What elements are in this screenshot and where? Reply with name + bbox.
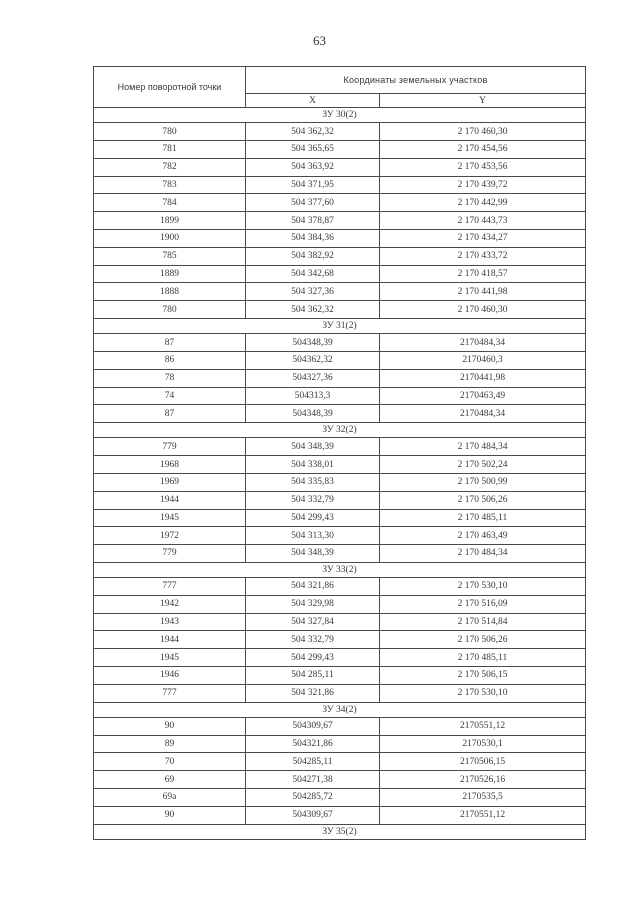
point-number-cell: 784 [94, 194, 246, 212]
point-number-cell: 1969 [94, 473, 246, 491]
section-row [94, 318, 586, 333]
y-coordinate-cell: 2 170 441,98 [380, 283, 586, 301]
x-coordinate-cell: 504 348,39 [246, 545, 380, 563]
y-coordinate-cell: 2170484,34 [380, 405, 586, 423]
x-coordinate-cell: 504 327,36 [246, 283, 380, 301]
y-coordinate-cell: 2 170 530,10 [380, 578, 586, 596]
y-coordinate-cell: 2 170 506,15 [380, 667, 586, 685]
y-coordinate-cell: 2 170 463,49 [380, 527, 586, 545]
x-coordinate-cell: 504362,32 [246, 351, 380, 369]
y-coordinate-cell: 2 170 516,09 [380, 595, 586, 613]
x-coordinate-cell: 504 363,92 [246, 158, 380, 176]
table-row [94, 369, 586, 387]
y-coordinate-cell: 2170484,34 [380, 334, 586, 352]
table-row [94, 735, 586, 753]
table-body [94, 108, 586, 840]
x-coordinate-cell: 504309,67 [246, 806, 380, 824]
y-coordinate-cell: 2170506,15 [380, 753, 586, 771]
x-coordinate-cell: 504 327,84 [246, 613, 380, 631]
y-coordinate-cell: 2 170 530,10 [380, 684, 586, 702]
x-coordinate-cell: 504 362,32 [246, 301, 380, 319]
table-row [94, 229, 586, 247]
point-number-cell: 1900 [94, 229, 246, 247]
x-coordinate-cell: 504 332,79 [246, 631, 380, 649]
point-number-cell: 777 [94, 578, 246, 596]
point-number-cell: 78 [94, 369, 246, 387]
x-coordinate-cell: 504313,3 [246, 387, 380, 405]
x-coordinate-cell: 504 299,43 [246, 649, 380, 667]
point-number-cell: 1945 [94, 509, 246, 527]
table-row [94, 595, 586, 613]
y-coordinate-cell: 2 170 460,30 [380, 123, 586, 141]
y-coordinate-cell: 2 170 460,30 [380, 301, 586, 319]
point-number-cell: 87 [94, 334, 246, 352]
point-number-cell: 69 [94, 771, 246, 789]
y-coordinate-cell: 2 170 442,99 [380, 194, 586, 212]
point-number-cell: 89 [94, 735, 246, 753]
table-row [94, 545, 586, 563]
point-number-cell: 785 [94, 247, 246, 265]
table-row [94, 717, 586, 735]
table-row [94, 405, 586, 423]
point-number-cell: 1946 [94, 667, 246, 685]
point-number-cell: 1888 [94, 283, 246, 301]
coordinates-header: Координаты земельных участков [246, 67, 586, 94]
x-coordinate-cell: 504 371,95 [246, 176, 380, 194]
table-row [94, 123, 586, 141]
point-number-cell: 779 [94, 438, 246, 456]
y-coordinate-cell: 2 170 506,26 [380, 631, 586, 649]
y-coordinate-cell: 2170526,16 [380, 771, 586, 789]
point-number-cell: 90 [94, 717, 246, 735]
point-number-cell: 90 [94, 806, 246, 824]
x-coordinate-cell: 504309,67 [246, 717, 380, 735]
y-coordinate-cell: 2 170 439,72 [380, 176, 586, 194]
section-title: ЗУ 34(2) [94, 702, 586, 717]
section-row [94, 824, 586, 839]
x-coordinate-cell: 504271,38 [246, 771, 380, 789]
table-row [94, 667, 586, 685]
table-row [94, 491, 586, 509]
point-number-cell: 87 [94, 405, 246, 423]
section-title: ЗУ 35(2) [94, 824, 586, 839]
x-coordinate-cell: 504 335,83 [246, 473, 380, 491]
x-coordinate-cell: 504348,39 [246, 334, 380, 352]
y-coordinate-cell: 2 170 433,72 [380, 247, 586, 265]
y-coordinate-cell: 2 170 485,11 [380, 649, 586, 667]
y-coordinate-cell: 2170460,3 [380, 351, 586, 369]
point-number-cell: 779 [94, 545, 246, 563]
table-row [94, 509, 586, 527]
y-coordinate-cell: 2 170 443,73 [380, 212, 586, 230]
point-number-cell: 1972 [94, 527, 246, 545]
table-row [94, 649, 586, 667]
point-number-cell: 780 [94, 123, 246, 141]
point-number-cell: 1945 [94, 649, 246, 667]
table-row [94, 247, 586, 265]
table-row [94, 684, 586, 702]
section-title: ЗУ 32(2) [94, 423, 586, 438]
table-row [94, 387, 586, 405]
y-coordinate-cell: 2 170 506,26 [380, 491, 586, 509]
x-coordinate-cell: 504285,72 [246, 789, 380, 807]
y-coordinate-cell: 2 170 500,99 [380, 473, 586, 491]
x-coordinate-cell: 504 362,32 [246, 123, 380, 141]
point-number-cell: 1889 [94, 265, 246, 283]
table-row [94, 578, 586, 596]
y-coordinate-cell: 2170535,5 [380, 789, 586, 807]
x-coordinate-cell: 504 321,86 [246, 578, 380, 596]
section-title: ЗУ 30(2) [94, 108, 586, 123]
x-coordinate-cell: 504321,86 [246, 735, 380, 753]
x-coordinate-cell: 504 382,92 [246, 247, 380, 265]
y-coordinate-cell: 2 170 485,11 [380, 509, 586, 527]
point-number-cell: 777 [94, 684, 246, 702]
section-title: ЗУ 33(2) [94, 562, 586, 577]
x-coordinate-cell: 504 299,43 [246, 509, 380, 527]
coordinates-table [93, 66, 586, 840]
table-row [94, 283, 586, 301]
x-coordinate-cell: 504 378,87 [246, 212, 380, 230]
x-coordinate-cell: 504 384,36 [246, 229, 380, 247]
table-row [94, 194, 586, 212]
y-coordinate-cell: 2 170 418,57 [380, 265, 586, 283]
point-number-cell: 74 [94, 387, 246, 405]
table-row [94, 265, 586, 283]
table-row [94, 334, 586, 352]
x-coordinate-cell: 504 313,30 [246, 527, 380, 545]
x-coordinate-cell: 504 348,39 [246, 438, 380, 456]
table-row [94, 140, 586, 158]
point-number-cell: 69а [94, 789, 246, 807]
y-coordinate-cell: 2 170 502,24 [380, 456, 586, 474]
table-row [94, 212, 586, 230]
table-row [94, 613, 586, 631]
point-number-cell: 781 [94, 140, 246, 158]
x-coordinate-cell: 504 338,01 [246, 456, 380, 474]
point-number-cell: 70 [94, 753, 246, 771]
y-coordinate-cell: 2170463,49 [380, 387, 586, 405]
x-coordinate-cell: 504348,39 [246, 405, 380, 423]
point-number-cell: 1968 [94, 456, 246, 474]
y-coordinate-cell: 2170530,1 [380, 735, 586, 753]
x-coordinate-cell: 504 285,11 [246, 667, 380, 685]
x-coordinate-cell: 504 342,68 [246, 265, 380, 283]
y-coordinate-cell: 2 170 454,56 [380, 140, 586, 158]
y-coordinate-cell: 2170551,12 [380, 717, 586, 735]
point-number-cell: 780 [94, 301, 246, 319]
x-column-header: X [246, 94, 380, 108]
table-row [94, 301, 586, 319]
y-coordinate-cell: 2 170 484,34 [380, 545, 586, 563]
x-coordinate-cell: 504 321,86 [246, 684, 380, 702]
x-coordinate-cell: 504327,36 [246, 369, 380, 387]
y-column-header: Y [380, 94, 586, 108]
table-row [94, 158, 586, 176]
table-row [94, 631, 586, 649]
table-row [94, 473, 586, 491]
section-row [94, 562, 586, 577]
page-number: 63 [313, 33, 326, 48]
x-coordinate-cell: 504 365,65 [246, 140, 380, 158]
point-number-cell: 1942 [94, 595, 246, 613]
section-row [94, 702, 586, 717]
table-row [94, 771, 586, 789]
table-row [94, 456, 586, 474]
y-coordinate-cell: 2 170 453,56 [380, 158, 586, 176]
y-coordinate-cell: 2170551,12 [380, 806, 586, 824]
point-number-cell: 782 [94, 158, 246, 176]
x-coordinate-cell: 504 377,60 [246, 194, 380, 212]
point-number-cell: 86 [94, 351, 246, 369]
y-coordinate-cell: 2170441,98 [380, 369, 586, 387]
table-row [94, 789, 586, 807]
y-coordinate-cell: 2 170 434,27 [380, 229, 586, 247]
point-number-cell: 783 [94, 176, 246, 194]
section-row [94, 423, 586, 438]
table-row [94, 527, 586, 545]
table-row [94, 176, 586, 194]
x-coordinate-cell: 504 329,98 [246, 595, 380, 613]
table-row [94, 438, 586, 456]
table-row [94, 753, 586, 771]
x-coordinate-cell: 504 332,79 [246, 491, 380, 509]
section-row [94, 108, 586, 123]
y-coordinate-cell: 2 170 514,84 [380, 613, 586, 631]
point-number-cell: 1943 [94, 613, 246, 631]
section-title: ЗУ 31(2) [94, 318, 586, 333]
x-coordinate-cell: 504285,11 [246, 753, 380, 771]
table-row [94, 806, 586, 824]
table-row [94, 351, 586, 369]
point-number-header: Номер поворотной точки [94, 67, 246, 108]
point-number-cell: 1944 [94, 491, 246, 509]
point-number-cell: 1944 [94, 631, 246, 649]
point-number-cell: 1899 [94, 212, 246, 230]
y-coordinate-cell: 2 170 484,34 [380, 438, 586, 456]
